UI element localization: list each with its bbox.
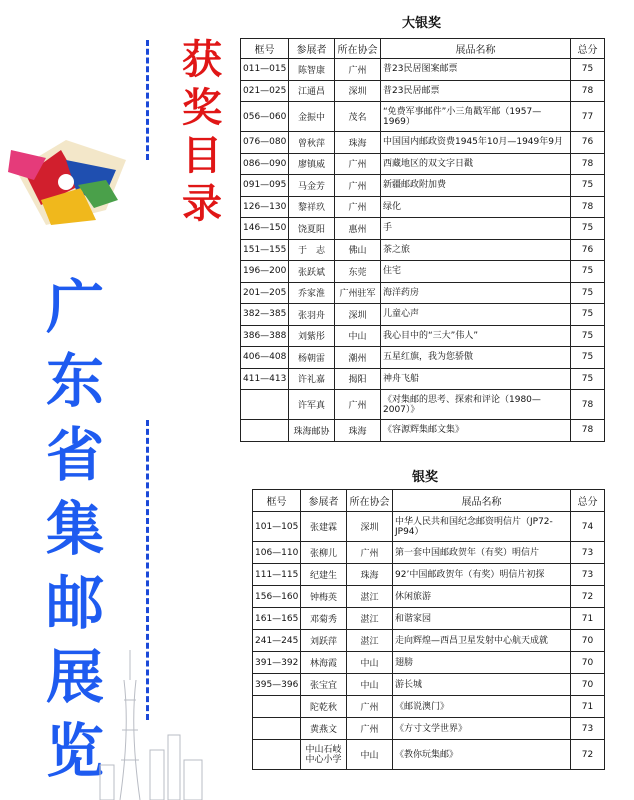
association-cell: 东莞 — [335, 261, 381, 283]
association-cell: 湛江 — [347, 586, 393, 608]
frame-no-cell: 011—015 — [241, 59, 289, 81]
exhibitor-cell: 许礼嘉 — [289, 368, 335, 390]
association-cell: 广州 — [335, 175, 381, 197]
grand-silver-table — [240, 38, 605, 442]
exhibitor-cell: 刘紫彤 — [289, 325, 335, 347]
header-exhibitor: 参展者 — [301, 490, 347, 512]
score-cell: 75 — [571, 218, 605, 240]
frame-no-cell: 106—110 — [253, 542, 301, 564]
exhibitor-cell: 钟梅英 — [301, 586, 347, 608]
score-cell: 78 — [571, 390, 605, 420]
frame-no-cell: 386—388 — [241, 325, 289, 347]
table-row — [253, 718, 605, 740]
score-cell: 70 — [571, 674, 605, 696]
exhibit-name-cell: 住宅 — [381, 261, 571, 283]
score-cell: 76 — [571, 239, 605, 261]
exhibitor-cell: 张羽舟 — [289, 304, 335, 326]
exhibit-name-cell: 海洋药房 — [381, 282, 571, 304]
frame-no-cell: 111—115 — [253, 564, 301, 586]
exhibitor-cell: 纪建生 — [301, 564, 347, 586]
frame-no-cell: 241—245 — [253, 630, 301, 652]
table-row — [253, 564, 605, 586]
exhibitor-cell: 黄燕文 — [301, 718, 347, 740]
score-cell: 72 — [571, 586, 605, 608]
association-cell: 珠海 — [335, 420, 381, 442]
table-row — [241, 390, 605, 420]
exhibit-name-cell: 和谐家园 — [393, 608, 571, 630]
association-cell: 中山 — [347, 652, 393, 674]
exhibit-name-cell: 五星红旗，我为您骄傲 — [381, 347, 571, 369]
exhibitor-cell: 曾秋萍 — [289, 132, 335, 154]
association-cell: 珠海 — [347, 564, 393, 586]
score-cell: 76 — [571, 132, 605, 154]
exhibitor-cell: 中山石岐中心小学 — [301, 740, 347, 770]
frame-no-cell: 382—385 — [241, 304, 289, 326]
frame-no-cell: 056—060 — [241, 102, 289, 132]
exhibitor-cell: 珠海邮协 — [289, 420, 335, 442]
association-cell: 广州 — [335, 196, 381, 218]
header-exhibitor: 参展者 — [289, 39, 335, 59]
frame-no-cell: 411—413 — [241, 368, 289, 390]
exhibitor-cell: 张宝宜 — [301, 674, 347, 696]
score-cell: 75 — [571, 347, 605, 369]
table-row — [241, 80, 605, 102]
table-row — [241, 239, 605, 261]
table-row — [253, 696, 605, 718]
score-cell: 78 — [571, 196, 605, 218]
association-cell: 潮州 — [335, 347, 381, 369]
exhibitor-cell: 陈智康 — [289, 59, 335, 81]
header-score: 总分 — [571, 490, 605, 512]
frame-no-cell: 146—150 — [241, 218, 289, 240]
association-cell: 广州 — [347, 696, 393, 718]
header-association: 所在协会 — [335, 39, 381, 59]
table-row — [241, 175, 605, 197]
frame-no-cell — [253, 696, 301, 718]
exhibit-name-cell: 走向辉煌—西昌卫星发射中心航天成就 — [393, 630, 571, 652]
header-exhibit-name: 展品名称 — [393, 490, 571, 512]
table-row — [253, 586, 605, 608]
exhibit-name-cell: 休闲旅游 — [393, 586, 571, 608]
frame-no-cell: 091—095 — [241, 175, 289, 197]
exhibit-name-cell: 普23民居邮票 — [381, 80, 571, 102]
table-row — [253, 674, 605, 696]
frame-no-cell: 406—408 — [241, 347, 289, 369]
score-cell: 75 — [571, 304, 605, 326]
city-skyline-icon — [90, 640, 220, 800]
header-frame-no: 框号 — [241, 39, 289, 59]
exhibitor-cell: 张跃斌 — [289, 261, 335, 283]
association-cell: 广州 — [335, 153, 381, 175]
table-row — [241, 218, 605, 240]
score-cell: 78 — [571, 420, 605, 442]
dashed-divider-top — [146, 40, 149, 160]
score-cell: 78 — [571, 153, 605, 175]
table-row — [241, 368, 605, 390]
exhibit-name-cell: “免费军事邮件”小三角戳军邮（1957—1969） — [381, 102, 571, 132]
exhibitor-cell: 饶夏阳 — [289, 218, 335, 240]
score-cell: 75 — [571, 175, 605, 197]
score-cell: 70 — [571, 652, 605, 674]
exhibitor-cell: 许军真 — [289, 390, 335, 420]
exhibitor-cell: 金振中 — [289, 102, 335, 132]
association-cell: 湛江 — [347, 630, 393, 652]
table-row — [253, 740, 605, 770]
silver-title: 银奖 — [412, 470, 439, 485]
association-cell: 茂名 — [335, 102, 381, 132]
grand-silver-title: 大银奖 — [402, 16, 442, 31]
exhibit-name-cell: 西藏地区的双文字日戳 — [381, 153, 571, 175]
exhibit-name-cell: 普23民居图案邮票 — [381, 59, 571, 81]
table-row — [241, 153, 605, 175]
table-row — [253, 542, 605, 564]
left-decoration-panel — [0, 0, 230, 800]
exhibit-name-cell: 中国国内邮政资费1945年10月—1949年9月 — [381, 132, 571, 154]
score-cell: 70 — [571, 630, 605, 652]
exhibit-name-cell: 新疆邮政附加费 — [381, 175, 571, 197]
table-header-row — [241, 39, 605, 59]
exhibit-name-cell: 我心目中的“三大”伟人” — [381, 325, 571, 347]
frame-no-cell: 395—396 — [253, 674, 301, 696]
exhibitor-cell: 于 志 — [289, 239, 335, 261]
exhibition-logo-icon — [6, 130, 136, 240]
score-cell: 73 — [571, 564, 605, 586]
exhibit-name-cell: 儿童心声 — [381, 304, 571, 326]
association-cell: 佛山 — [335, 239, 381, 261]
frame-no-cell: 201—205 — [241, 282, 289, 304]
exhibitor-cell: 廖镇威 — [289, 153, 335, 175]
association-cell: 广州驻军 — [335, 282, 381, 304]
table-row — [241, 304, 605, 326]
frame-no-cell: 391—392 — [253, 652, 301, 674]
table-row — [241, 347, 605, 369]
frame-no-cell — [241, 420, 289, 442]
exhibitor-cell: 刘跃萍 — [301, 630, 347, 652]
frame-no-cell: 021—025 — [241, 80, 289, 102]
table-row — [241, 325, 605, 347]
score-cell: 77 — [571, 102, 605, 132]
exhibit-name-cell: 《容源辉集邮文集》 — [381, 420, 571, 442]
exhibition-vertical-title: 广 东 省 集 邮 展 览 — [45, 273, 104, 785]
table-row — [241, 102, 605, 132]
exhibit-name-cell: 翅膀 — [393, 652, 571, 674]
frame-no-cell: 161—165 — [253, 608, 301, 630]
score-cell: 75 — [571, 59, 605, 81]
association-cell: 广州 — [335, 390, 381, 420]
score-cell: 75 — [571, 282, 605, 304]
header-score: 总分 — [571, 39, 605, 59]
table-row — [253, 512, 605, 542]
frame-no-cell: 126—130 — [241, 196, 289, 218]
score-cell: 75 — [571, 325, 605, 347]
table-row — [241, 261, 605, 283]
association-cell: 广州 — [347, 542, 393, 564]
table-row — [241, 132, 605, 154]
exhibitor-cell: 邓菊秀 — [301, 608, 347, 630]
exhibit-name-cell: 《邮说澳门》 — [393, 696, 571, 718]
silver-table — [252, 489, 605, 770]
association-cell: 广州 — [347, 718, 393, 740]
score-cell: 72 — [571, 740, 605, 770]
association-cell: 深圳 — [335, 304, 381, 326]
exhibit-name-cell: 中华人民共和国纪念邮资明信片（JP72-JP94） — [393, 512, 571, 542]
exhibitor-cell: 林海霞 — [301, 652, 347, 674]
exhibit-name-cell: 《对集邮的思考、探索和评论（1980—2007）》 — [381, 390, 571, 420]
frame-no-cell: 076—080 — [241, 132, 289, 154]
association-cell: 深圳 — [335, 80, 381, 102]
exhibitor-cell: 黎祥玖 — [289, 196, 335, 218]
table-row — [241, 282, 605, 304]
exhibit-name-cell: 游长城 — [393, 674, 571, 696]
exhibitor-cell: 陀乾秋 — [301, 696, 347, 718]
header-frame-no: 框号 — [253, 490, 301, 512]
exhibit-name-cell: 《教你玩集邮》 — [393, 740, 571, 770]
frame-no-cell: 086—090 — [241, 153, 289, 175]
association-cell: 珠海 — [335, 132, 381, 154]
score-cell: 73 — [571, 542, 605, 564]
exhibitor-cell: 张建霖 — [301, 512, 347, 542]
exhibit-name-cell: 92’中国邮政贺年（有奖）明信片初探 — [393, 564, 571, 586]
table-row — [253, 608, 605, 630]
association-cell: 深圳 — [347, 512, 393, 542]
association-cell: 中山 — [347, 740, 393, 770]
table-row — [241, 59, 605, 81]
exhibitor-cell: 乔家淮 — [289, 282, 335, 304]
association-cell: 湛江 — [347, 608, 393, 630]
award-list-title: 获 奖 目 录 — [182, 36, 222, 227]
score-cell: 71 — [571, 696, 605, 718]
score-cell: 75 — [571, 261, 605, 283]
exhibitor-cell: 张柳儿 — [301, 542, 347, 564]
exhibit-name-cell: 神舟飞船 — [381, 368, 571, 390]
association-cell: 惠州 — [335, 218, 381, 240]
table-header-row — [253, 490, 605, 512]
exhibitor-cell: 杨朝雷 — [289, 347, 335, 369]
exhibit-name-cell: 第一套中国邮政贺年（有奖）明信片 — [393, 542, 571, 564]
table-row — [253, 652, 605, 674]
association-cell: 广州 — [335, 59, 381, 81]
score-cell: 75 — [571, 368, 605, 390]
score-cell: 78 — [571, 80, 605, 102]
exhibit-name-cell: 绿化 — [381, 196, 571, 218]
table-row — [241, 196, 605, 218]
frame-no-cell — [253, 718, 301, 740]
frame-no-cell: 151—155 — [241, 239, 289, 261]
score-cell: 74 — [571, 512, 605, 542]
exhibit-name-cell: 茶之旅 — [381, 239, 571, 261]
table-row — [253, 630, 605, 652]
association-cell: 中山 — [335, 325, 381, 347]
score-cell: 71 — [571, 608, 605, 630]
frame-no-cell: 156—160 — [253, 586, 301, 608]
frame-no-cell: 101—105 — [253, 512, 301, 542]
frame-no-cell — [253, 740, 301, 770]
frame-no-cell — [241, 390, 289, 420]
exhibitor-cell: 马金芳 — [289, 175, 335, 197]
exhibit-name-cell: 手 — [381, 218, 571, 240]
exhibit-name-cell: 《方寸文学世界》 — [393, 718, 571, 740]
header-exhibit-name: 展品名称 — [381, 39, 571, 59]
association-cell: 中山 — [347, 674, 393, 696]
table-row — [241, 420, 605, 442]
score-cell: 73 — [571, 718, 605, 740]
frame-no-cell: 196—200 — [241, 261, 289, 283]
association-cell: 揭阳 — [335, 368, 381, 390]
header-association: 所在协会 — [347, 490, 393, 512]
exhibitor-cell: 江通昌 — [289, 80, 335, 102]
